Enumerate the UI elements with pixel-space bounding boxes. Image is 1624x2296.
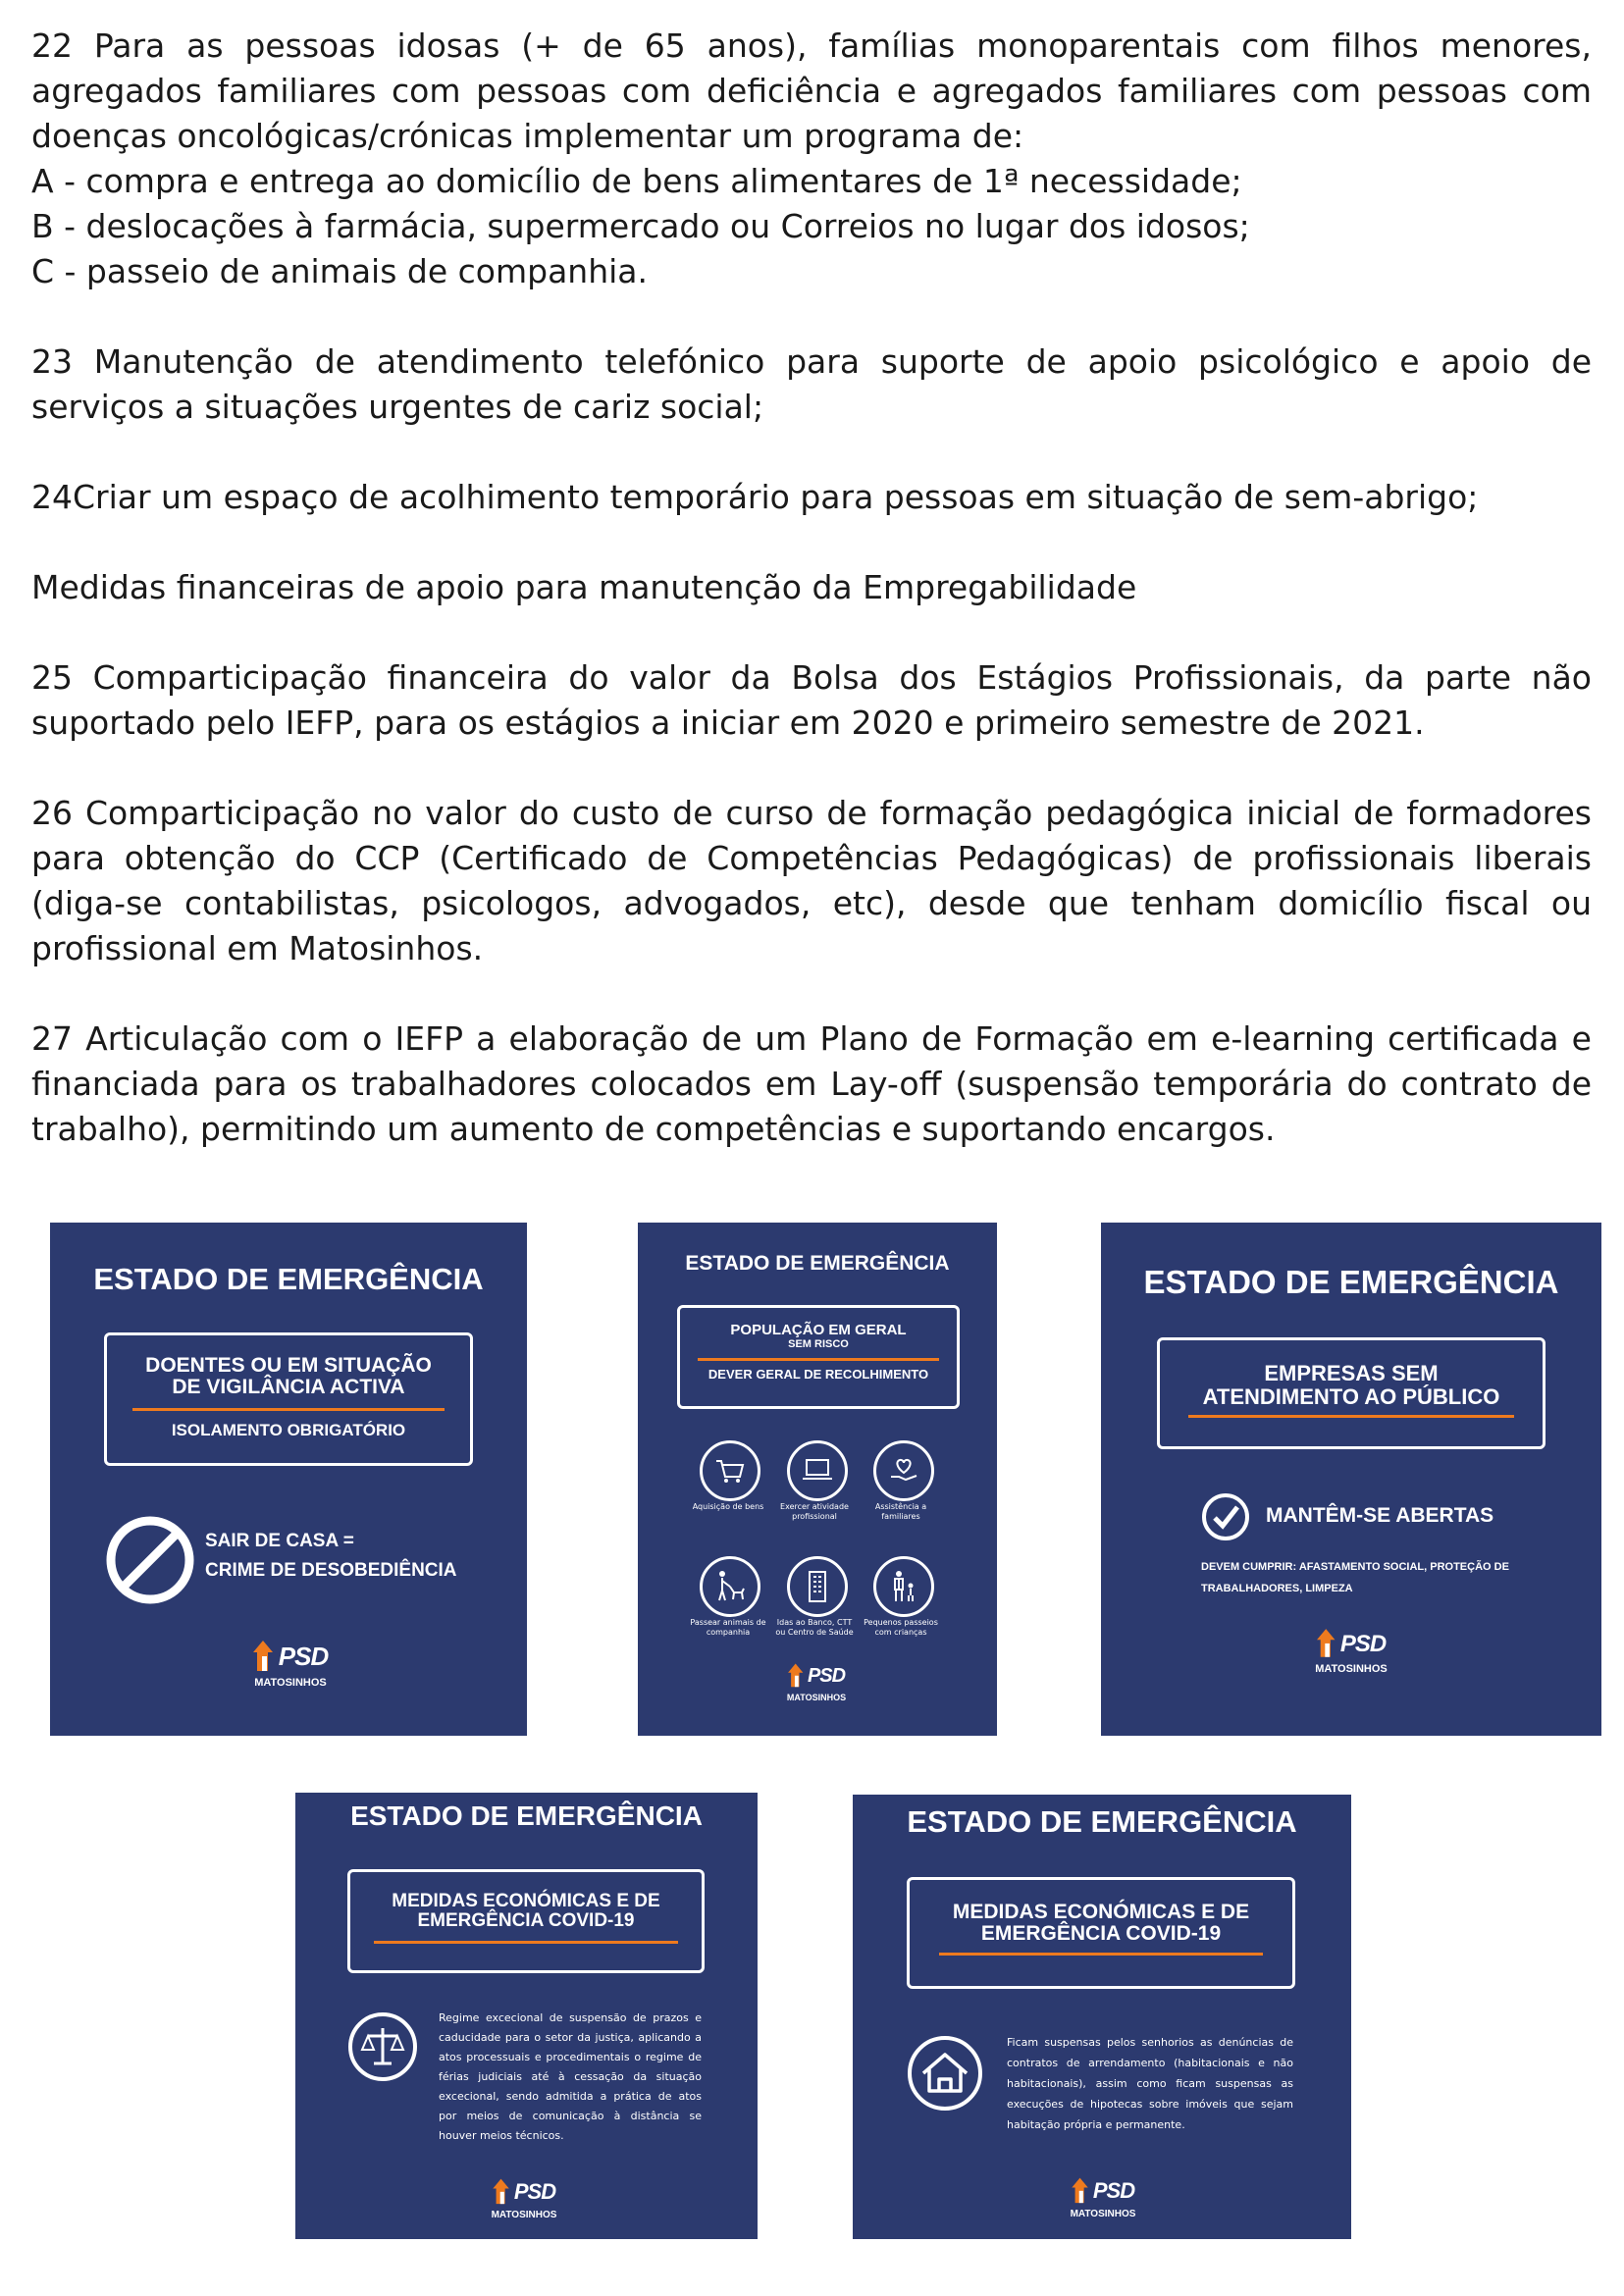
icon-caption: Idas ao Banco, CTT ou Centro de Saúde — [775, 1618, 854, 1637]
box-line: MEDIDAS ECONÓMICAS E DE — [392, 1891, 660, 1911]
psd-logo — [241, 1639, 340, 1689]
prohibited-icon — [105, 1515, 195, 1605]
note-line: DEVEM CUMPRIR: AFASTAMENTO SOCIAL, PROTEÇÃO DE — [1201, 1561, 1509, 1573]
icon-caption: Pequenos passeios com crianças — [864, 1618, 938, 1637]
poster-box — [347, 1869, 705, 1973]
list-item: C - passeio de animais de companhia. — [31, 252, 648, 290]
box-line: SEM RISCO — [788, 1338, 849, 1350]
poster-title: ESTADO DE EMERGÊNCIA — [685, 1252, 950, 1275]
logo-text: PSD — [1092, 2178, 1135, 2203]
box-line: MEDIDAS ECONÓMICAS E DE — [952, 1901, 1250, 1923]
poster-box — [907, 1877, 1295, 1989]
check-circle-icon — [1201, 1492, 1250, 1541]
logo-city: MATOSINHOS — [254, 1677, 327, 1689]
paragraph-22 — [31, 24, 1592, 294]
note-line: TRABALHADORES, LIMPEZA — [1201, 1583, 1353, 1594]
poster-isolation — [50, 1223, 527, 1736]
paragraph-23: 23 Manutenção de atendimento telefónico para suporte de apoio psicológico e apoio de serviços a situações urgentes de cariz social; — [31, 342, 1592, 426]
box-line: DOENTES OU EM SITUAÇÃO — [145, 1354, 432, 1377]
list-item: A - compra e entrega ao domicílio de bens alimentares de 1ª necessidade; — [31, 162, 1242, 200]
logo-city: MATOSINHOS — [786, 1693, 847, 1702]
poster-justice-measures — [295, 1793, 758, 2239]
laptop-icon — [790, 1443, 845, 1498]
box-line: POPULAÇÃO EM GERAL — [730, 1322, 907, 1338]
psd-logo — [475, 2177, 573, 2220]
poster-title: ESTADO DE EMERGÊNCIA — [350, 1800, 703, 1831]
psd-logo — [767, 1662, 865, 1702]
dog-walk-icon — [703, 1559, 758, 1614]
logo-text: PSD — [513, 2179, 556, 2204]
box-subtitle: ISOLAMENTO OBRIGATÓRIO — [171, 1421, 406, 1439]
document-body — [31, 24, 1592, 1197]
icon-circle — [700, 1440, 760, 1501]
poster-housing-measures — [853, 1795, 1351, 2239]
psd-logo — [1054, 2176, 1152, 2219]
icon-caption: Passear animais de companhia — [690, 1618, 766, 1637]
box-line: EMERGÊNCIA COVID-19 — [417, 1910, 635, 1931]
paragraph-24: 24Criar um espaço de acolhimento temporário para pessoas em situação de sem-abrigo; — [31, 478, 1479, 516]
poster-box — [1157, 1337, 1545, 1449]
poster-box — [104, 1332, 473, 1466]
box-line: EMPRESAS SEM — [1264, 1361, 1439, 1385]
orange-rule — [132, 1408, 445, 1411]
warning-line: CRIME DE DESOBEDIÊNCIA — [205, 1560, 457, 1581]
poster-title: ESTADO DE EMERGÊNCIA — [1143, 1264, 1559, 1300]
poster-title: ESTADO DE EMERGÊNCIA — [93, 1262, 484, 1296]
scales-icon — [346, 2010, 419, 2083]
poster-title: ESTADO DE EMERGÊNCIA — [907, 1804, 1297, 1839]
list-item: B - deslocações à farmácia, supermercado ou Correios no lugar dos idosos; — [31, 207, 1250, 245]
orange-rule — [1188, 1415, 1514, 1418]
icon-caption: Exercer atividade profissional — [780, 1502, 849, 1521]
logo-text: PSD — [1339, 1631, 1387, 1657]
poster-box — [677, 1305, 960, 1409]
logo-text: PSD — [278, 1642, 329, 1671]
poster-general-population — [638, 1223, 997, 1736]
box-line: DE VIGILÂNCIA ACTIVA — [172, 1376, 405, 1398]
psd-arrow-icon — [493, 2177, 514, 2205]
poster-text: Regime excecional de suspensão de prazos e caducidade para o setor da justiça, aplicando a atos processuais e procedimentais o regime de férias judiciais até à cessação da situação excecional, sendo admitida a prática de atos por meios de comunicação à distância se houver meios técnicos. — [439, 2011, 702, 2142]
icon-circle — [873, 1556, 934, 1617]
psd-arrow-icon — [1317, 1627, 1340, 1658]
psd-arrow-icon — [788, 1662, 808, 1688]
icon-caption: Aquisição de bens — [692, 1502, 764, 1511]
note-text — [1201, 1556, 1509, 1599]
section-heading: Medidas financeiras de apoio para manutenção da Empregabilidade — [31, 568, 1137, 606]
paragraph-25: 25 Comparticipação financeira do valor da Bolsa dos Estágios Profissionais, da parte não suportado pelo IEFP, para os estágios a iniciar em 2020 e primeiro semestre de 2021. — [31, 658, 1592, 742]
logo-text: PSD — [807, 1665, 846, 1687]
shopping-cart-icon — [703, 1443, 758, 1498]
logo-city: MATOSINHOS — [491, 2210, 557, 2220]
poster-text: Ficam suspensas pelos senhorios as denúncias de contratos de arrendamento (habitacionais e não habitacionais), assim como ficam suspensas as execuções de hipotecas sobre imóveis que sejam habitação própria e permanente. — [1007, 2036, 1293, 2131]
parent-child-icon — [876, 1559, 931, 1614]
icon-circle — [787, 1440, 848, 1501]
warning-text — [205, 1527, 457, 1586]
icon-circle — [700, 1556, 760, 1617]
orange-rule — [374, 1941, 678, 1944]
orange-rule — [939, 1953, 1263, 1956]
icon-circle — [873, 1440, 934, 1501]
paragraph-26: 26 Comparticipação no valor do custo de curso de formação pedagógica inicial de formadores para obtenção do CCP (Certificado de Competências Pedagógicas) de profissionais liberais (diga-se contabilistas, psicologos, advogados, etc), desde que tenham domicílio fiscal ou profissional em Matosinhos. — [31, 794, 1592, 967]
icon-circle — [787, 1556, 848, 1617]
paragraph-27: 27 Articulação com o IEFP a elaboração de um Plano de Formação em e-learning certificada e financiada para os trabalhadores colocados em Lay-off (suspensão temporária do contrato de trabalho), permitindo um aumento de competências e suportando encargos. — [31, 1019, 1592, 1148]
icon-caption: Assistência a familiares — [874, 1502, 927, 1521]
check-label: MANTÊM-SE ABERTAS — [1266, 1504, 1494, 1527]
orange-rule — [698, 1358, 939, 1361]
paragraph-text: 22 Para as pessoas idosas (+ de 65 anos), famílias monoparentais com filhos menores, agregados familiares com pessoas com deficiência e agregados familiares com pessoas com doenças oncológicas/crónicas implementar um programa de: — [31, 26, 1592, 155]
psd-arrow-icon — [1072, 2176, 1093, 2204]
warning-line: SAIR DE CASA = — [205, 1531, 354, 1551]
heart-hand-icon — [876, 1443, 931, 1498]
psd-arrow-icon — [253, 1639, 279, 1672]
house-icon — [906, 2034, 984, 2113]
box-line: ATENDIMENTO AO PÚBLICO — [1202, 1384, 1500, 1409]
poster-companies — [1101, 1223, 1601, 1736]
logo-city: MATOSINHOS — [1070, 2209, 1136, 2219]
box-line: EMERGÊNCIA COVID-19 — [980, 1922, 1222, 1945]
box-subtitle: DEVER GERAL DE RECOLHIMENTO — [707, 1367, 929, 1382]
logo-city: MATOSINHOS — [1315, 1663, 1388, 1675]
building-icon — [790, 1559, 845, 1614]
psd-logo — [1302, 1627, 1400, 1675]
